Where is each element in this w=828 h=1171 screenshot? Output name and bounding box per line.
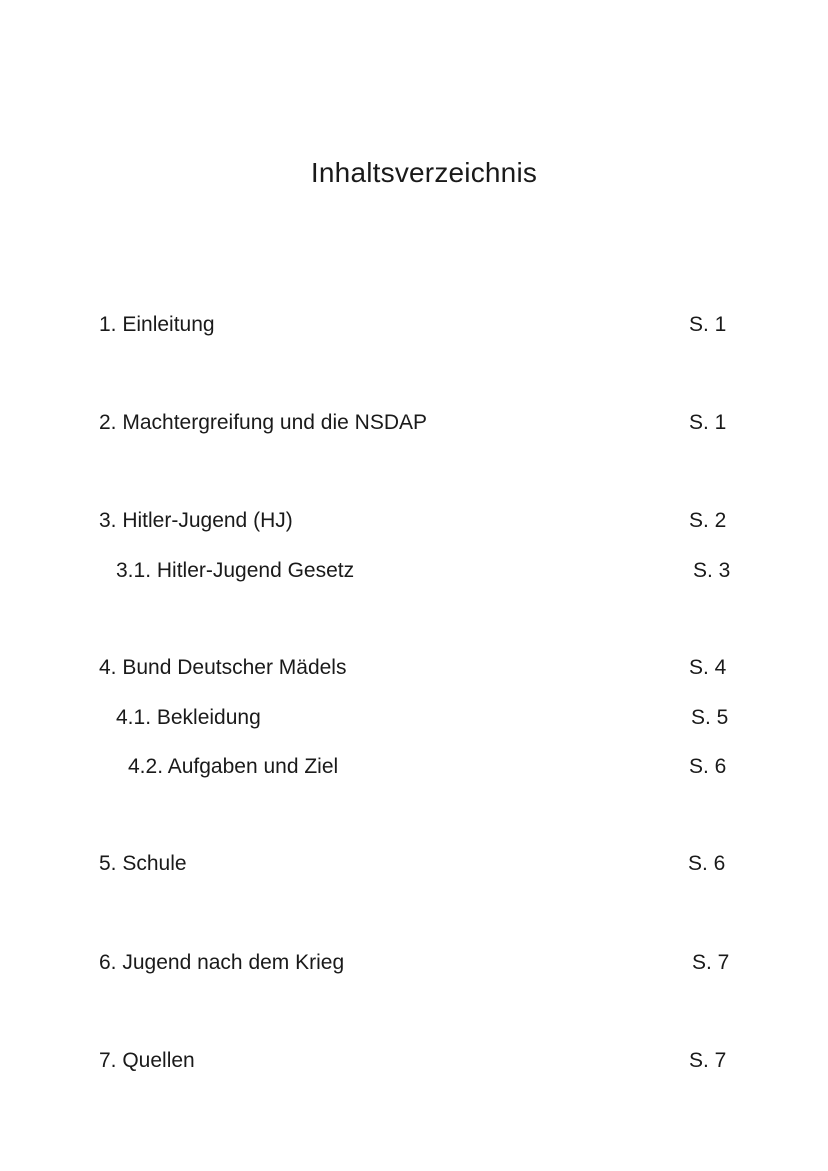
- toc-entry-page: S. 1: [689, 313, 727, 336]
- toc-entry-label: 4. Bund Deutscher Mädels: [99, 656, 347, 679]
- toc-entry-label: 4.2. Aufgaben und Ziel: [128, 755, 339, 778]
- toc-entry-page: S. 7: [689, 1049, 727, 1072]
- toc-entry-machtergreifung: [0, 408, 828, 438]
- toc-entry-einleitung: [0, 310, 828, 340]
- toc-entry-hitler-jugend: [0, 506, 828, 536]
- toc-entry-label: 7. Quellen: [99, 1049, 195, 1072]
- toc-entry-label: 4.1. Bekleidung: [116, 706, 261, 729]
- page-title: Inhaltsverzeichnis: [310, 157, 538, 188]
- toc-entry-page: S. 7: [692, 951, 730, 974]
- toc-entry-page: S. 6: [689, 755, 727, 778]
- toc-entry-label: 3. Hitler-Jugend (HJ): [99, 509, 293, 532]
- toc-entry-label: 1. Einleitung: [99, 313, 215, 336]
- toc-entry-page: S. 4: [689, 656, 727, 679]
- toc-entry-hitler-jugend-gesetz: [0, 556, 828, 586]
- toc-entry-jugend-nach-dem-krieg: [0, 948, 828, 978]
- toc-entry-page: S. 6: [688, 852, 726, 875]
- toc-entry-aufgaben-und-ziel: [0, 752, 828, 782]
- toc-entry-bekleidung: [0, 703, 828, 733]
- toc-entry-label: 6. Jugend nach dem Krieg: [99, 951, 345, 974]
- toc-entry-label: 5. Schule: [99, 852, 187, 875]
- toc-entry-label: 3.1. Hitler-Jugend Gesetz: [116, 559, 355, 582]
- toc-entry-schule: [0, 849, 828, 879]
- toc-entry-label: 2. Machtergreifung und die NSDAP: [99, 411, 428, 434]
- toc-entry-page: S. 3: [693, 559, 731, 582]
- toc-entry-page: S. 5: [691, 706, 729, 729]
- toc-entry-page: S. 1: [689, 411, 727, 434]
- toc-entry-page: S. 2: [689, 509, 727, 532]
- toc-entry-quellen: [0, 1046, 828, 1076]
- toc-entry-bund-deutscher-maedels: [0, 653, 828, 683]
